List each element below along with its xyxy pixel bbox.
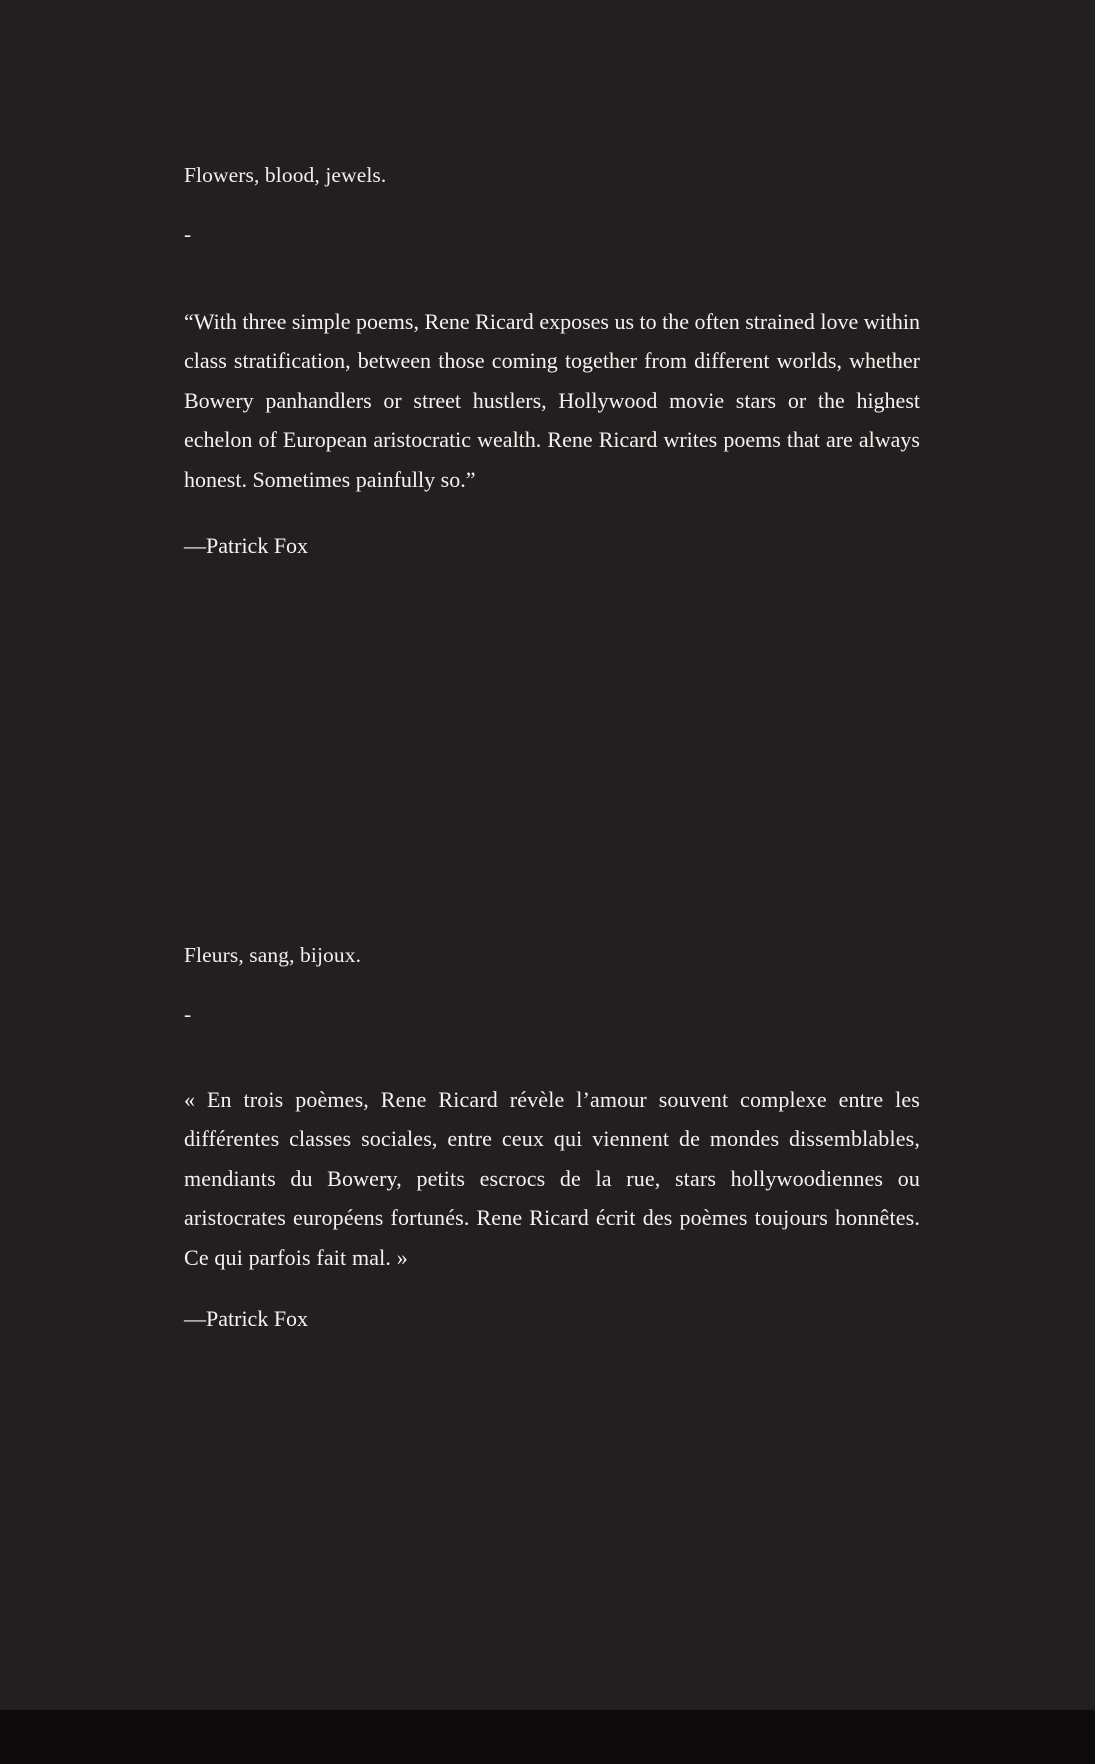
separator-dash-english: - bbox=[184, 222, 192, 246]
blurb-quote-french: « En trois poèmes, Rene Ricard révèle l’amour souvent complexe entre les différentes classes sociales, entre ceux qui viennent de mondes dissemblables, mendiants du Bowery, petits escrocs de la rue, stars hollywoodiennes ou aristocrates européens fortunés. Rene Ricard écrit des poèmes toujours honnêtes. Ce qui parfois fait mal. » bbox=[184, 1087, 920, 1270]
blurb-attribution-french: —Patrick Fox bbox=[184, 1306, 309, 1331]
blurb-attribution-english: —Patrick Fox bbox=[184, 533, 309, 558]
lead-line-french: Fleurs, sang, bijoux. bbox=[184, 943, 362, 967]
lead-line-english: Flowers, blood, jewels. bbox=[184, 163, 387, 187]
separator-dash-french: - bbox=[184, 1002, 192, 1026]
page-footer-band bbox=[0, 1710, 1095, 1764]
blurb-quote-english: “With three simple poems, Rene Ricard exposes us to the often strained love within class stratification, between those coming together from different worlds, whether Bowery panhandlers or street hustlers, Hollywood movie stars or the highest echelon of European aristocratic wealth. Rene Ricard writes poems that are always honest. Sometimes painfully so.” bbox=[184, 309, 920, 492]
